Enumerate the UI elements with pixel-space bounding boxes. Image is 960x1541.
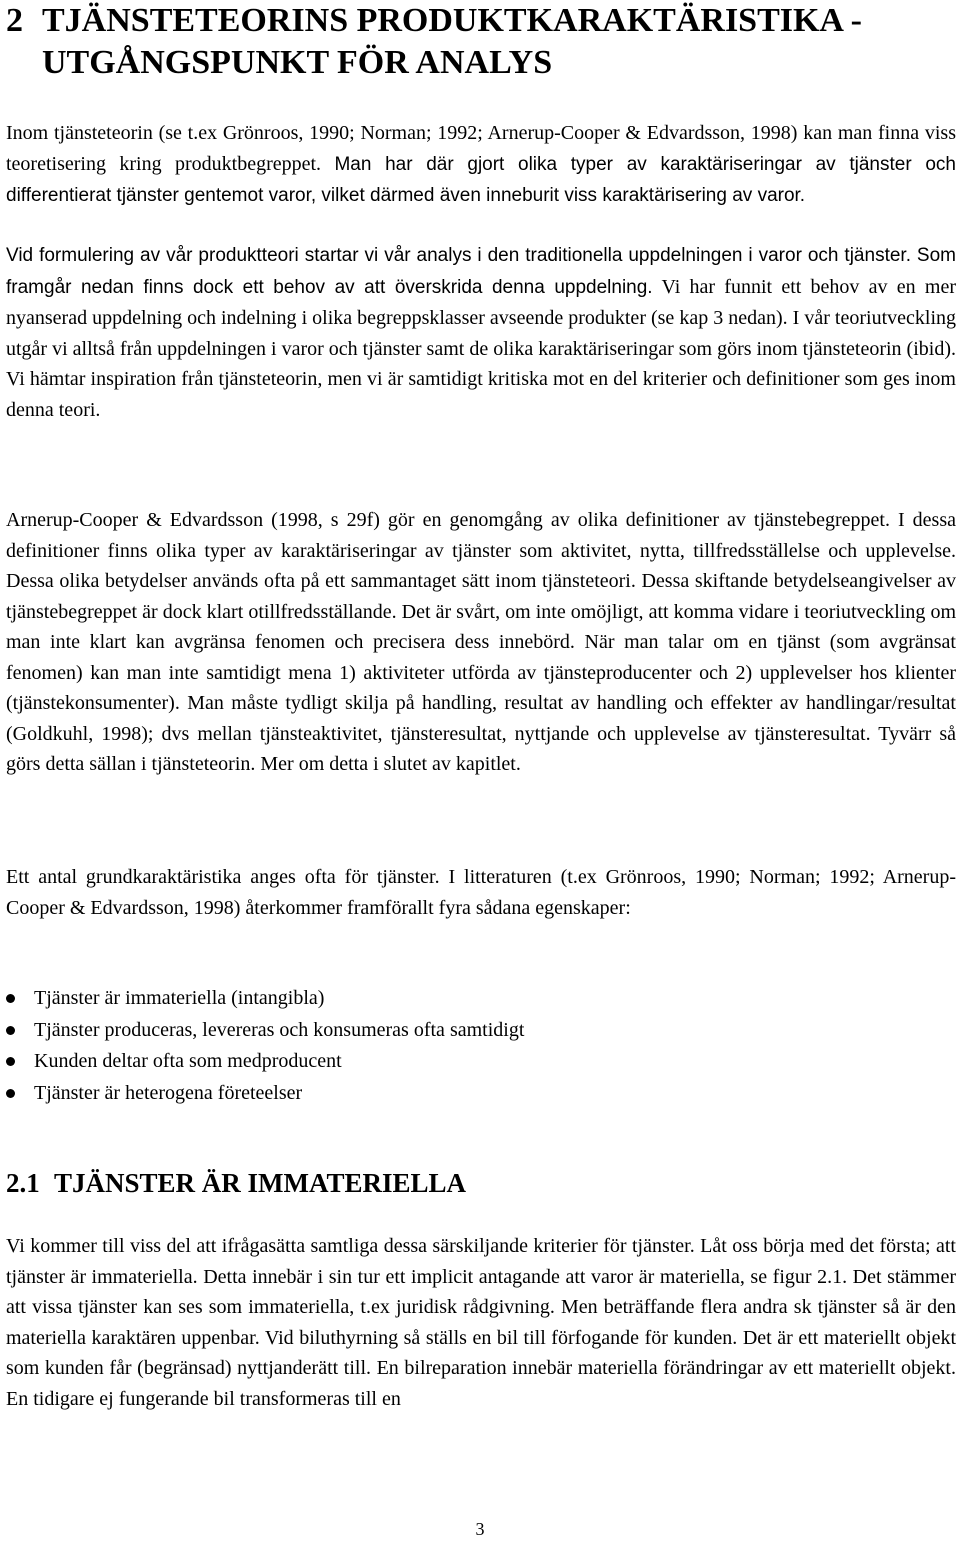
bullet-icon xyxy=(6,1089,15,1098)
list-item-text: Tjänster produceras, levereras och konsumeras ofta samtidigt xyxy=(34,1018,525,1041)
list-item-text: Tjänster är immateriella (intangibla) xyxy=(34,987,325,1009)
chapter-number: 2 xyxy=(6,2,23,39)
chapter-title-line1: TJÄNSTETEORINS PRODUKTKARAKTÄRISTIKA - xyxy=(42,2,862,39)
list-item xyxy=(6,983,524,1015)
chapter-title-line2: UTGÅNGSPUNKT FÖR ANALYS xyxy=(42,44,553,81)
list-item-text: Tjänster är heterogena företeelser xyxy=(34,1081,303,1104)
paragraph-formulation-part1: Vid formulering av vår produktteori startar vi vår analys i den traditionella uppdelningen i varor och tjänster. Som framgår nedan finns dock ett behov av att överskrida denna uppdelning. xyxy=(6,245,956,298)
section-number: 2.1 xyxy=(6,1168,40,1198)
paragraph-immaterial: Vi kommer till viss del att ifrågasätta samtliga dessa särskiljande kriterier för tjänster. Låt oss börja med det första; att tjänster är immateriella. Detta innebär i sin tur ett implicit antagande att varor är materiella, se figur 2.1. Det stämmer att vissa tjänster kan ses som immateriella, t.ex juridisk rådgivning. Men beträffande flera andra sk tjänster så är den materiella karaktären uppenbar. Vid biluthyrning så ställs en bil till förfogande för kunden. Det är ett materiellt objekt som kunden får (begränsad) nyttjanderätt till. En bilreparation innebär materiella förändringar av ett materiellt objekt. En tidigare ej fungerande bil transformeras till en xyxy=(6,1235,956,1410)
list-item xyxy=(6,1078,524,1110)
paragraph-characteristics: Ett antal grundkaraktäristika anges ofta för tjänster. I litteraturen (t.ex Grönroos, 1990; Norman; 1992; Arnerup-Cooper & Edvardsson, 1998) återkommer framförallt fyra sådana egenskaper: xyxy=(6,866,956,919)
list-item xyxy=(6,1015,524,1047)
section-title: TJÄNSTER ÄR IMMATERIELLA xyxy=(54,1168,467,1198)
chapter-heading xyxy=(6,0,956,84)
bullet-icon xyxy=(6,1057,15,1066)
characteristics-list xyxy=(6,983,524,1109)
bullet-icon xyxy=(6,1026,15,1035)
list-item-text: Kunden deltar ofta som medproducent xyxy=(34,1050,342,1072)
section-heading xyxy=(6,1166,466,1200)
bullet-icon xyxy=(6,994,15,1003)
paragraph-formulation-part2: Vi har funnit ett behov av en mer nyanserad uppdelning och indelning i olika begreppsklasser avseende produkter (se kap 3 nedan). I vår teoriutveckling utgår vi alltså från uppdelningen i varor och tjänster samt de olika karaktäriseringar som görs inom tjänsteteorin (ibid). Vi hämtar inspiration från tjänsteteorin, men vi är samtidigt kritiska mot en del kriterier och definitioner som ges inom denna teori. xyxy=(6,275,957,421)
paragraph-definitions: Arnerup-Cooper & Edvardsson (1998, s 29f) gör en genomgång av olika definitioner av tjänstebegreppet. I dessa definitioner finns olika typer av karaktäriseringar av tjänster som aktivitet, nytta, tillfredsställelse och upplevelse. Dessa olika betydelser används ofta på ett sammantaget sätt inom tjänsteteori. Dessa skiftande betydelseangivelser av tjänstebegreppet är dock klart otillfredsställande. Det är svårt, om inte omöjligt, att komma vidare i teoriutveckling om man inte klart kan avgränsa fenomen och precisera dess innebörd. När man talar om en tjänst (som avgränsat fenomen) kan man inte samtidigt mena 1) aktiviteter utförda av tjänsteproducenter och 2) upplevelser hos klienter (tjänstekonsumenter). Man måste tydligt skilja på handling, resultat av handling och effekter av handlingar/resultat (Goldkuhl, 1998); dvs mellan tjänsteaktivitet, tjänsteresultat, nyttjande och upplevelse av tjänsteresultat. Tyvärr så görs detta sällan i tjänsteteorin. Mer om detta i slutet av kapitlet. xyxy=(6,509,956,775)
paragraph-intro-part2: Man har där gjort olika typer av karaktäriseringar av tjänster och differentierat tjänster gentemot varor, vilket därmed även inneburit viss karaktärisering av varor. xyxy=(6,153,956,206)
paragraph-formulation xyxy=(6,240,956,425)
page-number: 3 xyxy=(475,1519,485,1539)
paragraph-intro-part1: Inom tjänsteteorin (se t.ex Grönroos, 1990; Norman; 1992; Arnerup-Cooper & Edvardsson, 1998) kan man finna viss teoretisering kring produktbegreppet. xyxy=(6,122,956,175)
paragraph-intro xyxy=(6,118,956,212)
list-item xyxy=(6,1046,524,1078)
